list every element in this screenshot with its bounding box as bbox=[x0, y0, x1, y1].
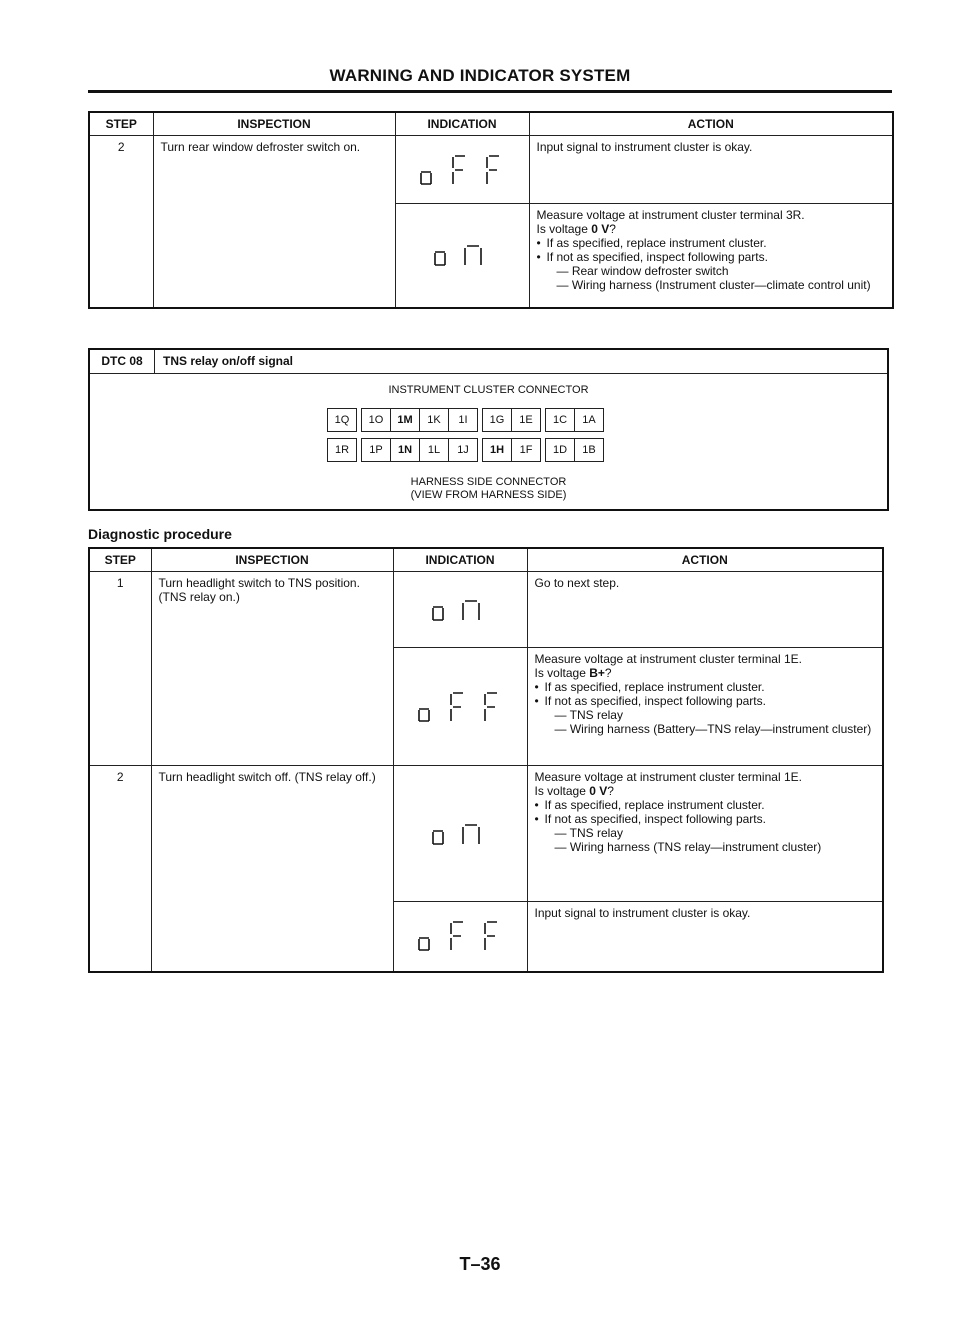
step-header: STEP bbox=[89, 112, 153, 136]
title-rule bbox=[88, 90, 892, 93]
inspection-text: Turn headlight switch to TNS position. (TNS relay on.) bbox=[151, 572, 393, 766]
indication-display-on bbox=[393, 766, 527, 902]
pin-cell: 1R bbox=[328, 439, 357, 462]
list-item: • If as specified, replace instrument cluster. bbox=[535, 680, 876, 694]
pin-cell: 1L bbox=[420, 439, 449, 462]
pin-cell: 1O bbox=[362, 409, 391, 432]
pin-cell: 1C bbox=[546, 409, 575, 432]
step-number: 2 bbox=[89, 136, 153, 308]
list-item: — TNS relay bbox=[554, 708, 623, 722]
action-text: Measure voltage at instrument cluster terminal 1E. Is voltage 0 V? • If as specified, replace instrument cluster. • If not as specified, inspect following parts. — TNS relay — Wiring harness (TNS relay—instrument cluster) bbox=[527, 766, 883, 902]
action-text: Go to next step. bbox=[527, 572, 883, 648]
dtc-name: TNS relay on/off signal bbox=[163, 354, 294, 368]
pin-cell: 1Q bbox=[328, 409, 357, 432]
step-number: 2 bbox=[89, 766, 151, 972]
list-item: • If not as specified, inspect following parts. bbox=[535, 812, 876, 826]
action-text: Measure voltage at instrument cluster terminal 1E. Is voltage B+? • If as specified, replace instrument cluster. • If not as specified, inspect following parts. — TNS relay — Wiring harness (Battery—TNS relay—instrument cluster) bbox=[527, 648, 883, 766]
pin-cell: 1A bbox=[575, 409, 604, 432]
dtc-header bbox=[90, 350, 887, 374]
rear-defroster-table bbox=[88, 111, 894, 309]
dtc-code: DTC 08 bbox=[90, 350, 155, 373]
action-text: Measure voltage at instrument cluster terminal 3R. Is voltage 0 V? • If as specified, replace instrument cluster. • If not as specified, inspect following parts. — Rear window defroster switch — Wiring harness (Instrument cluster—climate control unit) bbox=[529, 204, 893, 308]
list-item: • If not as specified, inspect following parts. bbox=[537, 250, 886, 264]
indication-display-off bbox=[395, 136, 529, 204]
inspection-header: INSPECTION bbox=[151, 548, 393, 572]
seven-segment-on-display bbox=[429, 597, 491, 623]
indication-display-on bbox=[395, 204, 529, 308]
harness-view-label: (VIEW FROM HARNESS SIDE) bbox=[410, 489, 567, 501]
page-title: WARNING AND INDICATOR SYSTEM bbox=[329, 66, 631, 85]
seven-segment-off-display bbox=[417, 690, 503, 724]
pin-cell: 1D bbox=[546, 439, 575, 462]
table-header-row bbox=[89, 548, 883, 572]
tns-relay-table bbox=[88, 547, 884, 973]
pin-cell: 1H bbox=[483, 439, 512, 462]
pin-cell: 1K bbox=[420, 409, 449, 432]
list-item: — TNS relay bbox=[554, 826, 623, 840]
indication-display-off bbox=[393, 902, 527, 972]
table-header-row bbox=[89, 112, 893, 136]
step-header: STEP bbox=[89, 548, 151, 572]
indication-display-on bbox=[393, 572, 527, 648]
pin-cell: 1B bbox=[575, 439, 604, 462]
harness-label: HARNESS SIDE CONNECTOR bbox=[410, 476, 567, 488]
list-item: • If as specified, replace instrument cluster. bbox=[535, 798, 876, 812]
action-header: ACTION bbox=[529, 112, 893, 136]
seven-segment-off-display bbox=[417, 919, 503, 953]
indication-header: INDICATION bbox=[395, 112, 529, 136]
pin-cell: 1M bbox=[391, 409, 420, 432]
pin-cell: 1G bbox=[483, 409, 512, 432]
page-number: T–36 bbox=[459, 1254, 501, 1274]
seven-segment-off-display bbox=[419, 153, 505, 187]
step-number: 1 bbox=[89, 572, 151, 766]
action-text: Input signal to instrument cluster is okay. bbox=[527, 902, 883, 972]
diagnostic-heading: Diagnostic procedure bbox=[88, 526, 232, 542]
inspection-text: Turn rear window defroster switch on. bbox=[153, 136, 395, 308]
dtc-box bbox=[88, 348, 889, 511]
connector-row-top bbox=[328, 409, 604, 432]
list-item: • If not as specified, inspect following parts. bbox=[535, 694, 876, 708]
table-row bbox=[89, 766, 883, 902]
table-row bbox=[89, 572, 883, 648]
list-item: — Wiring harness (TNS relay—instrument cluster) bbox=[554, 840, 822, 854]
connector-label: INSTRUMENT CLUSTER CONNECTOR bbox=[388, 384, 589, 396]
indication-header: INDICATION bbox=[393, 548, 527, 572]
pin-cell: 1E bbox=[512, 409, 541, 432]
action-text: Input signal to instrument cluster is okay. bbox=[529, 136, 893, 204]
seven-segment-on-display bbox=[429, 821, 491, 847]
pin-cell: 1P bbox=[362, 439, 391, 462]
list-item: — Rear window defroster switch bbox=[556, 264, 729, 278]
seven-segment-on-display bbox=[431, 242, 493, 268]
inspection-header: INSPECTION bbox=[153, 112, 395, 136]
indication-display-off bbox=[393, 648, 527, 766]
pin-cell: 1F bbox=[512, 439, 541, 462]
pin-cell: 1I bbox=[449, 409, 478, 432]
pin-cell: 1N bbox=[391, 439, 420, 462]
list-item: — Wiring harness (Battery—TNS relay—instrument cluster) bbox=[554, 722, 872, 736]
action-header: ACTION bbox=[527, 548, 883, 572]
list-item: • If as specified, replace instrument cluster. bbox=[537, 236, 886, 250]
connector-row-bottom bbox=[328, 439, 604, 462]
connector-diagram bbox=[327, 408, 604, 462]
list-item: — Wiring harness (Instrument cluster—climate control unit) bbox=[556, 278, 871, 292]
table-row bbox=[89, 136, 893, 204]
pin-cell: 1J bbox=[449, 439, 478, 462]
inspection-text: Turn headlight switch off. (TNS relay off.) bbox=[151, 766, 393, 972]
